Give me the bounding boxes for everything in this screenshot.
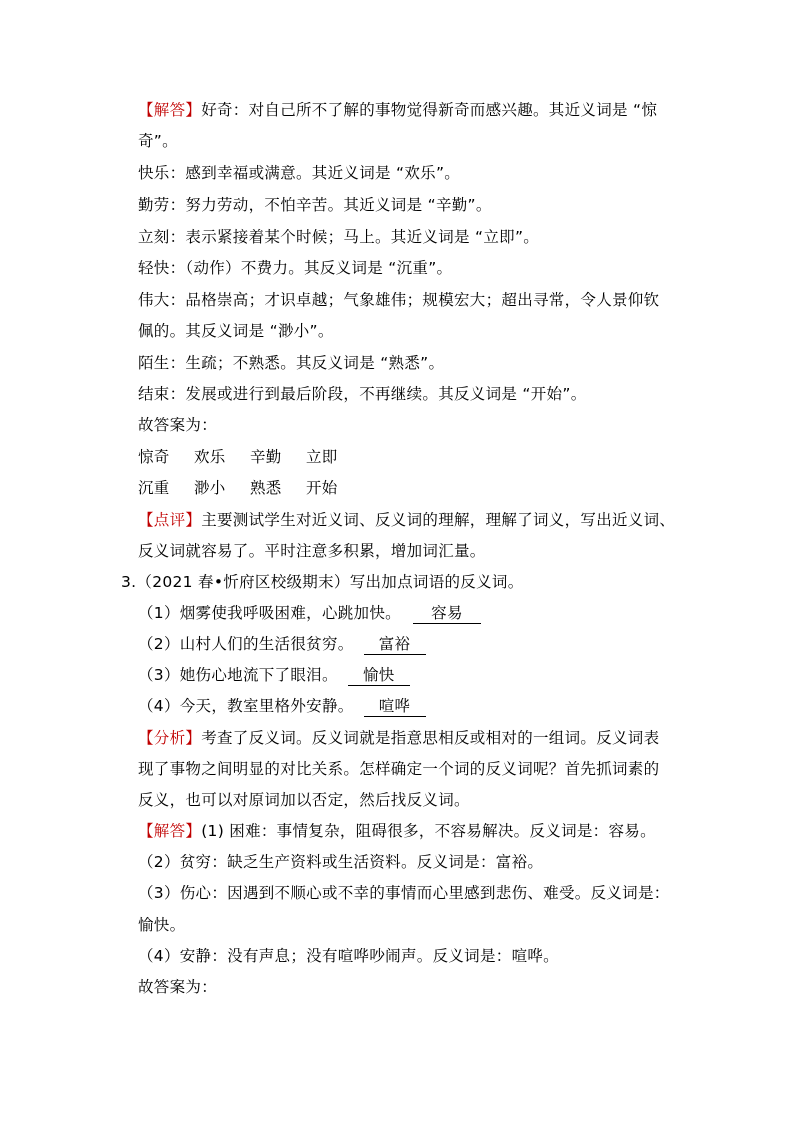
answer-row-synonyms	[138, 446, 362, 468]
answer-blank: 容易	[413, 603, 481, 624]
answer-row-antonyms	[138, 477, 362, 499]
answer-word: 辛勤	[250, 448, 282, 466]
answer-line-8: 佩的。其反义词是 “渺小”。	[138, 322, 334, 340]
question-item-4: （4）今天，教室里格外安静。 喧哗	[138, 695, 426, 717]
answer-line-4: 勤劳：努力劳动，不怕辛苦。其近义词是 “辛勤”。	[138, 196, 492, 214]
answer-line-11: 故答案为：	[138, 416, 218, 434]
comment-tag: 【点评】	[138, 511, 202, 529]
answer-line-7: 伟大：品格崇高；才识卓越；气象雄伟；规模宏大；超出寻常，令人景仰钦	[138, 291, 660, 309]
answer-line-5: 立刻：表示紧接着某个时候；马上。其近义词是 “立即”。	[138, 228, 540, 246]
solution-line-1: 【解答】(1) 困难：事情复杂，阻碍很多，不容易解决。反义词是：容易。	[138, 822, 656, 840]
question-item-2: （2）山村人们的生活很贫穷。 富裕	[138, 633, 426, 655]
question-item-3: （3）她伤心地流下了眼泪。 愉快	[138, 664, 410, 686]
answer-word: 熟悉	[250, 479, 282, 497]
analysis-tag: 【分析】	[138, 729, 202, 747]
answer-line-9: 陌生：生疏；不熟悉。其反义词是 “熟悉”。	[138, 354, 445, 372]
solution-line-3: （3）伤心：因遇到不顺心或不幸的事情而心里感到悲伤、难受。反义词是：	[138, 884, 670, 902]
answer-blank: 富裕	[364, 634, 426, 655]
comment-line-1: 【点评】主要测试学生对近义词、反义词的理解，理解了词义，写出近义词、	[138, 511, 676, 529]
answer-word: 开始	[306, 479, 338, 497]
analysis-line-2: 现了事物之间明显的对比关系。怎样确定一个词的反义词呢？首先抓词素的	[138, 760, 660, 778]
solution-line-6: 故答案为：	[138, 978, 218, 996]
answer-line-10: 结束：发展或进行到最后阶段，不再继续。其反义词是 “开始”。	[138, 385, 587, 403]
analysis-line-3: 反义，也可以对原词加以否定，然后找反义词。	[138, 791, 470, 809]
solution-line-5: （4）安静：没有声息；没有喧哗吵闹声。反义词是：喧哗。	[138, 947, 559, 965]
answer-line-6: 轻快：（动作）不费力。其反义词是 “沉重”。	[138, 259, 453, 277]
answer-word: 沉重	[138, 479, 170, 497]
answer-word: 惊奇	[138, 448, 170, 466]
answer-tag: 【解答】	[138, 101, 202, 119]
answer-word: 欢乐	[194, 448, 226, 466]
solution-line-4: 愉快。	[138, 916, 186, 934]
question-3-heading: 3.（2021 春•忻府区校级期末）写出加点词语的反义词。	[121, 573, 524, 591]
comment-line-2: 反义词就容易了。平时注意多积累，增加词汇量。	[138, 542, 486, 560]
solution-line-2: （2）贫穷：缺乏生产资料或生活资料。反义词是：富裕。	[138, 853, 544, 871]
question-item-1: （1）烟雾使我呼吸困难，心跳加快。 容易	[138, 602, 481, 624]
analysis-line-1: 【分析】考查了反义词。反义词就是指意思相反或相对的一组词。反义词表	[138, 729, 660, 747]
answer-line-1: 【解答】好奇：对自己所不了解的事物觉得新奇而感兴趣。其近义词是 “惊	[138, 101, 658, 119]
answer-word: 渺小	[194, 479, 226, 497]
answer-line-2: 奇”。	[138, 132, 178, 150]
answer-tag: 【解答】	[138, 822, 202, 840]
answer-blank: 喧哗	[364, 696, 426, 717]
answer-blank: 愉快	[348, 665, 410, 686]
answer-word: 立即	[306, 448, 338, 466]
answer-line-3: 快乐：感到幸福或满意。其近义词是 “欢乐”。	[138, 164, 461, 182]
